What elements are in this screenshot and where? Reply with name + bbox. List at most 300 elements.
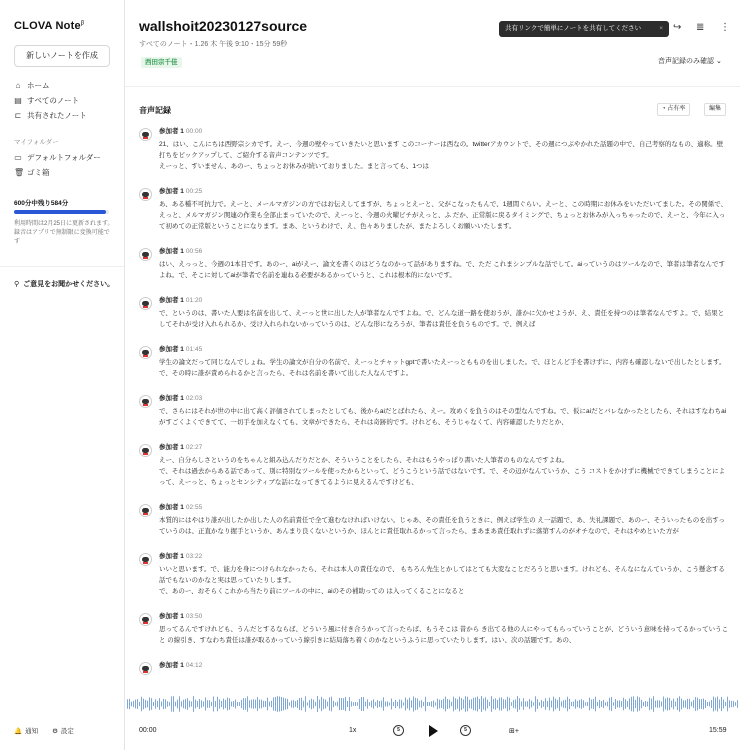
waveform-bar xyxy=(721,697,722,711)
waveform-bar xyxy=(127,699,128,708)
waveform-bar xyxy=(315,702,316,706)
waveform-bar xyxy=(381,701,382,708)
waveform-bar xyxy=(181,701,182,706)
waveform-bar xyxy=(597,702,598,706)
edit-button[interactable]: 編集 xyxy=(704,103,726,116)
waveform-bar xyxy=(259,700,260,709)
waveform-bar xyxy=(715,698,716,711)
waveform-bar xyxy=(461,698,462,710)
waveform-bar xyxy=(681,699,682,710)
waveform-bar xyxy=(243,698,244,710)
play-icon[interactable] xyxy=(429,725,438,737)
segment-time[interactable]: 00:00 xyxy=(185,128,203,135)
waveform-bar xyxy=(593,699,594,709)
segment-time[interactable]: 02:03 xyxy=(185,395,203,402)
waveform-bar xyxy=(185,699,186,709)
waveform-bar xyxy=(337,701,338,706)
transcript-segment[interactable] xyxy=(139,126,729,172)
waveform-bar xyxy=(279,696,280,711)
speaker-avatar xyxy=(139,128,152,141)
segment-header xyxy=(159,186,729,196)
speaker-name[interactable]: 参加者 1 xyxy=(159,613,184,620)
segment-text[interactable]: えー、自分らしさというのをちゃんと組み込んだりだとか、そういうことをしたら、それはもうやっぱり書いた人筆者のものなんですよね。 で、それは過去からある話であって、別に特別なツールを使ったからといって、どうこうという話ではないです。で、その辺がなんていうか、こう コストをかけずに機械でできてしまうことによって、えーっと、ちょっとセンシティブな話になってきてるように見えるんですけども、 xyxy=(159,457,726,486)
waveform-bar xyxy=(519,698,520,710)
waveform-bar xyxy=(687,699,688,709)
home-icon: ⌂ xyxy=(15,80,21,90)
transcript-segment[interactable] xyxy=(139,611,729,646)
waveform-bar xyxy=(545,698,546,710)
waveform-bar xyxy=(169,702,170,706)
waveform-bar xyxy=(639,697,640,710)
waveform-bar xyxy=(683,700,684,707)
waveform-bar xyxy=(695,697,696,711)
bookmark-add-icon[interactable]: ⊞+ xyxy=(509,728,519,735)
rewind-icon[interactable]: 5 xyxy=(393,725,404,736)
waveform-bar xyxy=(211,702,212,706)
feedback-link[interactable]: ⚲ ご意見をお聞かせください。 xyxy=(14,281,115,288)
waveform-bar xyxy=(309,700,310,708)
waveform-bar xyxy=(599,700,600,708)
waveform-bar xyxy=(479,699,480,709)
speaker-name[interactable]: 参加者 1 xyxy=(159,128,184,135)
waveform-bar xyxy=(547,701,548,707)
waveform-bar xyxy=(133,701,134,707)
waveform-bar xyxy=(269,702,270,707)
trash-icon: 🗑 xyxy=(14,167,25,177)
waveform-bar xyxy=(141,697,142,711)
transcript-segment[interactable] xyxy=(139,344,729,379)
waveform-bar xyxy=(729,700,730,707)
waveform-bar xyxy=(429,702,430,706)
waveform-bar xyxy=(215,701,216,707)
waveform-bar xyxy=(139,702,140,706)
segment-text[interactable]: で、さらにはそれが世の中に出て高く評価されてしまったとしても、後からaiだとばれたら、えー。攻めくを負うのはその型なんですね。で、仮にaiだとバレなかったとしたら、それはすなわちaiがすごくよくできてて、一切手を加えなくても、文章ができたら、それは奇跡的です。けれども、そうじゃなくて、内容確認したりだとか、 xyxy=(159,408,727,426)
waveform-bar xyxy=(493,699,494,709)
waveform-bar xyxy=(455,698,456,710)
waveform-bar xyxy=(321,697,322,711)
waveform-bar xyxy=(383,697,384,710)
waveform-bar xyxy=(291,700,292,707)
segment-time[interactable]: 04:12 xyxy=(185,662,203,669)
speaker-name[interactable]: 参加者 1 xyxy=(159,444,184,451)
waveform-bar xyxy=(717,696,718,711)
waveform-bar xyxy=(629,698,630,709)
transcript-segment[interactable] xyxy=(139,295,729,330)
waveform-bar xyxy=(231,702,232,707)
waveform-bar xyxy=(453,697,454,712)
waveform-bar xyxy=(355,702,356,706)
segment-text[interactable]: 学生の論文だって同じなんでしょね。学生の論文が自分の名前で、えーっとチャットgptで書いたえーっともものを出しました。で、ほとんど手を書けずに、内容も確認しないで出したとします。 で、その時に誰が責められるかと言ったら、それは名前を書いて出した人なんですよ。 xyxy=(159,359,726,377)
waveform-bar xyxy=(265,701,266,707)
waveform-bar xyxy=(325,699,326,708)
waveform-bar xyxy=(543,701,544,706)
waveform-bar xyxy=(377,700,378,708)
transcript-list xyxy=(139,126,729,686)
waveform-bar xyxy=(267,698,268,711)
speaker-avatar xyxy=(139,297,152,310)
segment-header xyxy=(159,660,729,670)
app-logo[interactable]: CLOVA Note$^\beta$ xyxy=(14,20,85,32)
segment-time[interactable]: 01:45 xyxy=(185,346,203,353)
waveform-bar xyxy=(725,702,726,706)
waveform-bar xyxy=(239,702,240,706)
waveform-bar xyxy=(649,698,650,710)
waveform-bar xyxy=(399,699,400,708)
waveform-bar xyxy=(361,697,362,711)
waveform-bar xyxy=(293,700,294,708)
segment-time[interactable]: 00:56 xyxy=(185,248,203,255)
more-icon[interactable]: ⋮ xyxy=(720,22,730,33)
transcript-segment[interactable] xyxy=(139,442,729,488)
waveform-bar xyxy=(155,699,156,708)
segment-time[interactable]: 02:27 xyxy=(185,444,203,451)
speaker-name[interactable]: 参加者 1 xyxy=(159,553,184,560)
waveform-bar xyxy=(437,699,438,710)
waveform-bar xyxy=(401,700,402,708)
waveform-bar xyxy=(191,701,192,706)
waveform-bar xyxy=(697,698,698,711)
waveform-bar xyxy=(375,702,376,706)
waveform-bar xyxy=(731,701,732,707)
waveform-bar xyxy=(241,700,242,708)
waveform-bar xyxy=(517,696,518,712)
waveform-bar xyxy=(273,698,274,711)
waveform-bar xyxy=(391,698,392,709)
segment-text[interactable]: 21、はい、こんにちは西野宗シカです。えー、今週の壁やっていきたいと思います このコーナーは西なの。twitterアカウントで、その週につぶやかれた話題の中で、自己考察的なもの、適称。壁打ちをピックアップして、ご紹介する音声コンテンツです。 えーっと、すいません、あのー、ちょっとお休みが続いておりました。まと言っても、1つは xyxy=(159,141,724,170)
waveform-bar xyxy=(305,696,306,711)
waveform-bar xyxy=(301,698,302,711)
segment-time[interactable]: 00:25 xyxy=(185,188,203,195)
waveform-bar xyxy=(559,697,560,711)
note-title[interactable]: wallshoit20230127source xyxy=(139,18,308,34)
waveform-bar xyxy=(167,701,168,706)
current-time: 00:00 xyxy=(139,727,157,734)
share-icon: ⊏ xyxy=(14,110,22,120)
waveform-bar xyxy=(591,700,592,709)
waveform-bar xyxy=(271,701,272,708)
segment-header xyxy=(159,295,729,305)
divider xyxy=(125,86,740,87)
segment-header xyxy=(159,611,729,621)
waveform-bar xyxy=(481,696,482,712)
waveform-bar xyxy=(413,696,414,711)
speaker-name[interactable]: 参加者 1 xyxy=(159,248,184,255)
waveform-bar xyxy=(471,699,472,708)
waveform-bar xyxy=(151,698,152,710)
waveform-bar xyxy=(379,701,380,707)
waveform-bar xyxy=(317,696,318,712)
participant-tag[interactable]: 西田宗千佳 xyxy=(141,57,182,68)
waveform-bar xyxy=(719,700,720,709)
waveform-bar xyxy=(635,700,636,708)
segment-header xyxy=(159,393,729,403)
search-list-icon[interactable]: ≣ xyxy=(696,22,705,33)
waveform-bar xyxy=(633,696,634,711)
waveform-bar xyxy=(433,701,434,708)
quota-bar-fill xyxy=(14,210,106,214)
waveform-bar xyxy=(263,701,264,707)
waveform-bar xyxy=(521,701,522,706)
waveform-bar xyxy=(227,698,228,711)
segment-text[interactable]: 本質的にはやはり誰が出したか出した人の名前責任で全て進むなければいけない。じゃあ、その責任を負うときに、例えば学生の え一話題で、あ、失礼課題で、あのー、そういったものを出すっていうのは、正直かなり握手というか、あんまり良くないというか、ほんとに責任取れるかって言ったら、まあまあ責任取れずに落第すんのがオチなので、それはやめといた方が xyxy=(159,517,725,535)
waveform-bar xyxy=(733,701,734,707)
sidebar-item-shared[interactable]: ⊏ 共有されたノート xyxy=(14,110,87,120)
waveform-bar xyxy=(589,698,590,711)
waveform-bar xyxy=(553,697,554,712)
waveform-bar xyxy=(415,698,416,710)
waveform-bar xyxy=(201,700,202,707)
waveform-bar xyxy=(541,700,542,708)
waveform-bar xyxy=(147,701,148,708)
chevron-down-icon: ⌄ xyxy=(715,58,722,65)
waveform-bar xyxy=(225,700,226,708)
waveform-bar xyxy=(159,698,160,710)
waveform-bar xyxy=(245,698,246,709)
sidebar-item-all-notes[interactable]: ▤ すべてのノート xyxy=(14,95,80,105)
waveform-bar xyxy=(373,699,374,708)
waveform-bar xyxy=(613,702,614,705)
waveform-bar xyxy=(175,702,176,707)
share-tooltip: 共有リンクで簡単にノートを共有してください × xyxy=(499,21,669,37)
waveform-bar xyxy=(463,700,464,709)
speaker-avatar xyxy=(139,613,152,626)
waveform-bar xyxy=(441,700,442,708)
transcript-segment[interactable] xyxy=(139,246,729,281)
notes-icon: ▤ xyxy=(14,95,22,105)
speaker-avatar xyxy=(139,188,152,201)
waveform-bar xyxy=(183,700,184,708)
sidebar-item-default-folder[interactable]: ▭ デフォルトフォルダー xyxy=(14,152,101,162)
waveform-bar xyxy=(275,697,276,711)
speaker-name[interactable]: 参加者 1 xyxy=(159,395,184,402)
sidebar-item-trash[interactable]: 🗑 ゴミ箱 xyxy=(14,167,50,177)
waveform-bar xyxy=(579,700,580,708)
waveform-bar xyxy=(531,700,532,707)
waveform-bar xyxy=(143,699,144,710)
transcript-segment[interactable] xyxy=(139,551,729,597)
waveform-bar xyxy=(637,696,638,711)
folder-section-label: マイフォルダー xyxy=(14,139,59,146)
waveform-bar xyxy=(511,702,512,706)
waveform-bar xyxy=(735,702,736,706)
waveform-bar xyxy=(647,702,648,707)
speaker-avatar xyxy=(139,662,152,675)
waveform-bar xyxy=(237,702,238,706)
segment-time[interactable]: 02:55 xyxy=(185,504,203,511)
waveform-bar xyxy=(313,700,314,709)
segment-time[interactable]: 03:22 xyxy=(185,553,203,560)
waveform-bar xyxy=(501,697,502,710)
segment-text[interactable]: 思ってるんですけれども、うんだとするならば、どういう風に付き合うかって言ったらば、もうそこは 昔から き出てる他の人にやってもらっていうことが、どういう意味を持ってるかっていうこと の線引き、すなわち責任は誰が取るかっていう線引きに結局落ち着くのかなというふうに思っていたりします。はい、次の話題です。あの、 xyxy=(159,626,729,644)
waveform-bar xyxy=(277,696,278,712)
waveform-bar xyxy=(713,697,714,712)
speaker-name[interactable]: 参加者 1 xyxy=(159,188,184,195)
waveform-bar xyxy=(329,697,330,710)
waveform-bar xyxy=(709,702,710,707)
sidebar-item-home[interactable]: ⌂ ホーム xyxy=(15,80,50,90)
segment-header xyxy=(159,502,729,512)
waveform-bar xyxy=(331,697,332,712)
waveform-bar xyxy=(699,699,700,709)
segment-text[interactable]: あ、ある種不可抗力で。えーと、メールマガジンの方ではお伝えしてますが、ちょっとえーと、父がこなったもんで、1週間ぐらい。えーと、この時期にお休みをいただいてました。その関係で、えっと、メルマガジン関連の作業も全部止まっていたので、えーっと、今週の火曜ピチがえっと、ふ だか、正常版に戻るタイミングで、ちょっとお休みが入っちゃったので、えーと、今年に入って初めての正常版ということになります。まあ、というわけで、え、色々ありましたが、またよろしくお願いいたします。 xyxy=(159,201,728,230)
waveform-bar xyxy=(359,699,360,709)
waveform-bar xyxy=(581,699,582,709)
speaker-name[interactable]: 参加者 1 xyxy=(159,662,184,669)
waveform-bar xyxy=(497,700,498,708)
waveform-bar xyxy=(229,698,230,709)
waveform-bar xyxy=(605,702,606,705)
waveform-bar xyxy=(549,698,550,711)
waveform-bar xyxy=(343,698,344,710)
waveform-bar xyxy=(573,701,574,706)
waveform-bar xyxy=(451,702,452,707)
waveform-bar xyxy=(533,702,534,705)
waveform-bar xyxy=(705,700,706,708)
waveform-bar xyxy=(737,700,738,708)
waveform-bar xyxy=(219,699,220,708)
waveform-bar xyxy=(491,696,492,712)
waveform-bar xyxy=(171,696,172,711)
segment-header xyxy=(159,344,729,354)
section-title: 音声記録 xyxy=(139,106,171,115)
waveform-bar xyxy=(505,700,506,709)
waveform-bar xyxy=(679,696,680,712)
waveform-bar xyxy=(585,702,586,705)
waveform-bar xyxy=(353,702,354,705)
waveform-bar xyxy=(445,697,446,712)
waveform[interactable] xyxy=(125,695,740,713)
transcript-segment[interactable] xyxy=(139,502,729,537)
waveform-bar xyxy=(611,697,612,711)
speaker-name[interactable]: 参加者 1 xyxy=(159,504,184,511)
waveform-bar xyxy=(221,701,222,707)
waveform-bar xyxy=(659,700,660,707)
speaker-avatar xyxy=(139,346,152,359)
waveform-bar xyxy=(251,700,252,709)
waveform-bar xyxy=(157,701,158,707)
waveform-bar xyxy=(489,702,490,706)
waveform-bar xyxy=(499,698,500,711)
waveform-bar xyxy=(619,700,620,707)
waveform-bar xyxy=(247,696,248,711)
sidebar xyxy=(0,0,125,750)
forward-icon[interactable]: 5 xyxy=(460,725,471,736)
waveform-bar xyxy=(385,702,386,707)
waveform-bar xyxy=(209,700,210,708)
speaker-name[interactable]: 参加者 1 xyxy=(159,346,184,353)
quota-label: 600分中残り584分 xyxy=(14,200,69,207)
main-panel xyxy=(125,0,740,750)
waveform-bar xyxy=(423,702,424,706)
waveform-bar xyxy=(421,700,422,708)
waveform-bar xyxy=(665,698,666,709)
transcript-segment[interactable] xyxy=(139,186,729,232)
waveform-bar xyxy=(425,697,426,711)
waveform-bar xyxy=(213,696,214,711)
waveform-bar xyxy=(431,701,432,706)
waveform-bar xyxy=(189,701,190,708)
speaker-name[interactable]: 参加者 1 xyxy=(159,297,184,304)
waveform-bar xyxy=(527,701,528,707)
waveform-bar xyxy=(565,700,566,708)
waveform-bar xyxy=(233,701,234,707)
close-icon[interactable]: × xyxy=(659,25,663,32)
waveform-bar xyxy=(607,702,608,707)
new-note-button[interactable]: 新しいノートを作成 xyxy=(14,45,110,67)
waveform-bar xyxy=(523,698,524,710)
waveform-bar xyxy=(193,696,194,712)
segment-time[interactable]: 03:50 xyxy=(185,613,203,620)
segment-header xyxy=(159,246,729,256)
share-icon[interactable]: ↪ xyxy=(673,22,682,33)
transcript-segment[interactable] xyxy=(139,660,729,670)
waveform-bar xyxy=(609,698,610,710)
waveform-bar xyxy=(349,697,350,711)
settings-button[interactable]: ⚙ 設定 xyxy=(52,727,74,735)
waveform-bar xyxy=(569,699,570,709)
segment-text[interactable]: はい、えっっと、今週の1本目です。あのー、aiがえー、論文を書くのはどうなのかって話がありますね。で、ただ これまシンプルな話でして。aiっていうのはツールなので、筆者は筆者なんですよね。で、そこに対してaiが筆者で名前を連ねる必要があるかっていうと、これは根本的にないです。 xyxy=(159,261,726,279)
waveform-bar xyxy=(603,700,604,708)
notification-button[interactable]: 🔔 通知 xyxy=(14,727,39,735)
waveform-bar xyxy=(577,701,578,707)
waveform-bar xyxy=(351,701,352,706)
waveform-bar xyxy=(723,700,724,709)
waveform-bar xyxy=(503,699,504,709)
segment-header xyxy=(159,442,729,452)
filter-dropdown[interactable]: 音声記録のみ確認 ⌄ xyxy=(658,58,722,65)
waveform-bar xyxy=(701,699,702,709)
waveform-bar xyxy=(419,701,420,707)
waveform-bar xyxy=(575,699,576,708)
speaker-avatar xyxy=(139,444,152,457)
speed-button[interactable]: 1x xyxy=(349,727,357,734)
waveform-bar xyxy=(641,700,642,708)
waveform-bar xyxy=(187,698,188,710)
waveform-bar xyxy=(311,699,312,710)
segment-text[interactable]: いいと思います。で、能力を身につけられなかったら、それは本人の責任なので、 もちろん先生とかしてはとても大変なことだろうと思います。けれども、そんなになんていうか、こう懸念する話でもないのかなと実は思っていたりします。 で、あのー、おそらくこれから当たり前にツールの中に、aiのその補助っての は入ってくることになると xyxy=(159,566,725,595)
waveform-bar xyxy=(671,701,672,708)
waveform-bar xyxy=(341,698,342,710)
waveform-bar xyxy=(727,697,728,712)
waveform-bar xyxy=(357,702,358,705)
waveform-bar xyxy=(323,699,324,710)
total-time: 15:59 xyxy=(709,727,727,734)
waveform-bar xyxy=(287,699,288,709)
waveform-bar xyxy=(691,702,692,707)
waveform-bar xyxy=(551,701,552,708)
waveform-bar xyxy=(467,697,468,712)
segment-time[interactable]: 01:20 xyxy=(185,297,203,304)
segment-text[interactable]: で、というのは、書いた人要は名前を出して、えーっと世に出した人が筆者なんですよね。で、どんな道一路を使おうが、誰かに欠かせようが、え、責任を持つのは筆者なんですよ。で、結果としてそれが受け入れられるか、受け入れられないかっていうのは、どんな形になろうが、筆者は責任を負うものです。で、例えば xyxy=(159,310,725,328)
waveform-bar xyxy=(645,701,646,707)
transcript-segment[interactable] xyxy=(139,393,729,428)
quota-bar xyxy=(14,210,109,214)
waveform-bar xyxy=(149,697,150,710)
waveform-bar xyxy=(135,700,136,709)
waveform-bar xyxy=(261,700,262,709)
waveform-bar xyxy=(677,698,678,710)
waveform-bar xyxy=(601,701,602,707)
waveform-bar xyxy=(563,700,564,707)
waveform-bar xyxy=(295,701,296,707)
pie-chart-icon: ◔ xyxy=(662,106,666,112)
waveform-bar xyxy=(561,701,562,706)
occupancy-button[interactable]: ◔ 占有率 xyxy=(657,103,690,116)
waveform-bar xyxy=(465,696,466,712)
waveform-bar xyxy=(643,702,644,706)
waveform-bar xyxy=(667,697,668,710)
waveform-bar xyxy=(449,700,450,708)
